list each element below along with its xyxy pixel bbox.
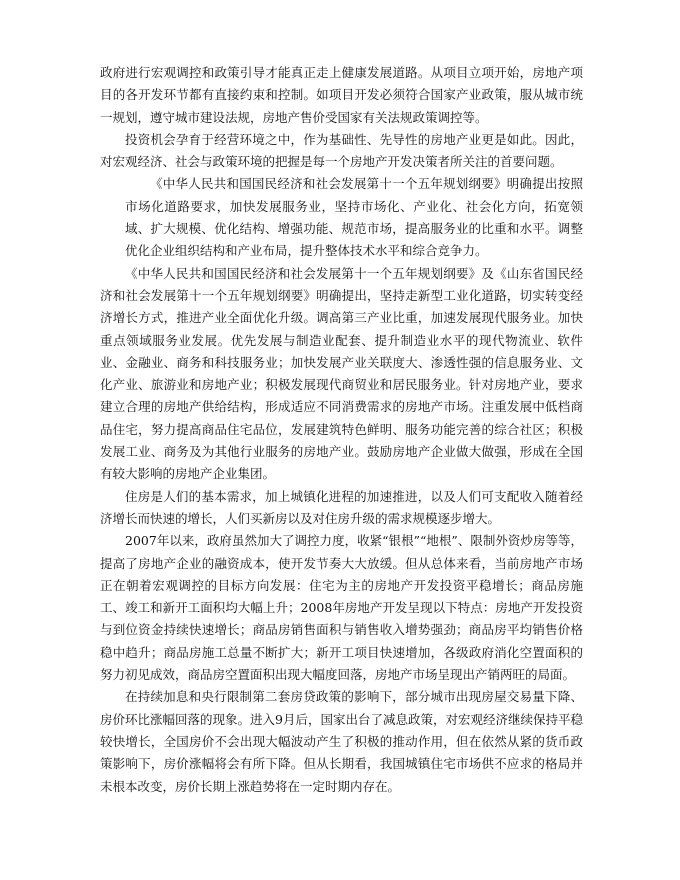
paragraph-5: 住房是人们的基本需求，加上城镇化进程的加速推进，以及人们可支配收入随着经济增长而快速的增长，人们买新房以及对住房升级的需求规模逐步增大。 [100, 488, 583, 526]
document-page [100, 62, 583, 798]
paragraph-1: 政府进行宏观调控和政策引导才能真正走上健康发展道路。从项目立项开始，房地产项目的各开发环节都有直接约束和控制。如项目开发必须符合国家产业政策，服从城市统一规划，遵守城市建设法规，房地产售价受国家有关法规政策调控等。 [100, 65, 583, 125]
paragraph-3: 《中华人民共和国国民经济和社会发展第十一个五年规划纲要》明确提出按照市场化道路要求，加快发展服务业，坚持市场化、产业化、社会化方向，拓宽领域、扩大规模、优化结构、增强功能、规范市场，提高服务业的比重和水平。调整优化企业组织结构和产业布局，提升整体技术水平和综合竞争力。 [125, 176, 583, 259]
paragraph-6: 2007年以来，政府虽然加大了调控力度，收紧“银根”“地根”、限制外资炒房等等，提高了房地产企业的融资成本，使开发节奏大大放缓。但从总体来看，当前房地产市场正在朝着宏观调控的目标方向发展：住宅为主的房地产开发投资平稳增长；商品房施工、竣工和新开工面积均大幅上升；2008年房地产开发呈现以下特点：房地产开发投资与到位资金持续快速增长；商品房销售面积与销售收入增势强劲；商品房平均销售价格稳中趋升；商品房施工总量不断扩大；新开工项目快速增加，各级政府消化空置面积的努力初见成效，商品房空置面积出现大幅度回落，房地产市场呈现出产销两旺的局面。 [100, 533, 583, 683]
paragraph-4: 《中华人民共和国国民经济和社会发展第十一个五年规划纲要》及《山东省国民经济和社会发展第十一个五年规划纲要》明确提出，坚持走新型工业化道路，切实转变经济增长方式，推进产业全面优化升级。调高第三产业比重，加速发展现代服务业。加快重点领域服务业发展。优先发展与制造业配套、提升制造业水平的现代物流业、软件业、金融业、商务和科技服务业；加快发展产业关联度大、渗透性强的信息服务业、文化产业、旅游业和房地产业；积极发展现代商贸业和居民服务业。针对房地产业，要求建立合理的房地产供给结构，形成适应不同消费需求的房地产市场。注重发展中低档商品住宅，努力提高商品住宅品位，发展建筑特色鲜明、服务功能完善的综合社区；积极发展工业、商务及为其他行业服务的房地产业。鼓励房地产企业做大做强，形成在全国有较大影响的房地产企业集团。 [100, 265, 583, 482]
paragraph-7: 在持续加息和央行限制第二套房贷政策的影响下，部分城市出现房屋交易量下降、房价环比涨幅回落的现象。进入9月后，国家出台了减息政策，对宏观经济继续保持平稳较快增长，全国房价不会出现大幅波动产生了积极的推动作用，但在依然从紧的货币政策影响下，房价涨幅将会有所下降。但从长期看，我国城镇住宅市场供不应求的格局并未根本改变，房价长期上涨趋势将在一定时期内存在。 [100, 689, 583, 794]
paragraph-2: 投资机会孕育于经营环境之中，作为基础性、先导性的房地产业更是如此。因此，对宏观经济、社会与政策环境的把握是每一个房地产开发决策者所关注的首要问题。 [100, 131, 583, 170]
